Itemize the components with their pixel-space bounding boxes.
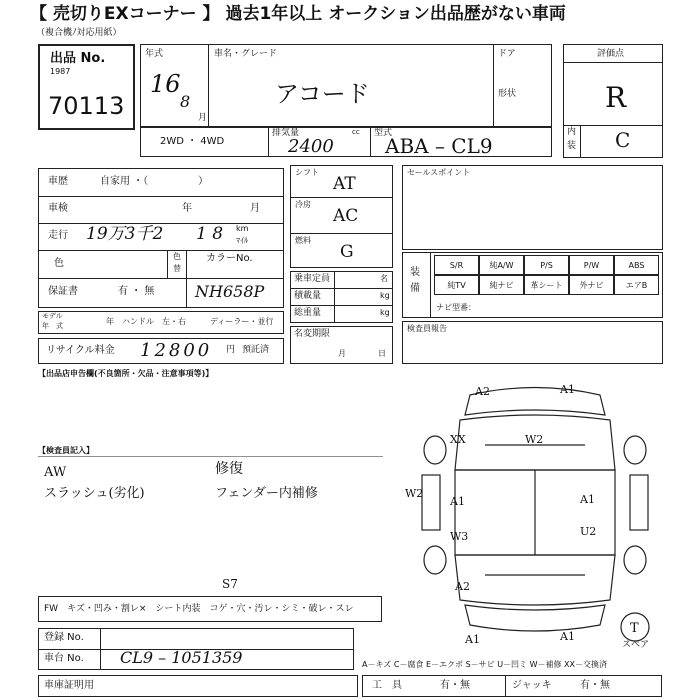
mileage-unit-km: km (236, 224, 249, 233)
equip-cell: ABS (614, 255, 659, 275)
dealer-value: ディーラー・並行 (210, 317, 274, 326)
cc-label: 排気量 (272, 128, 300, 138)
mileage-label: 走行 (48, 230, 68, 241)
recycle-amount: 12800 (140, 340, 213, 361)
change-day: 日 (378, 349, 386, 358)
interior-value: C (615, 128, 631, 152)
color-label-2a: 色 (173, 252, 181, 261)
lot-small: 1987 (50, 67, 71, 76)
color-no-label: カラーNo. (206, 253, 253, 264)
equip-label-2: 備 (410, 283, 420, 294)
color-label-2b: 替 (173, 264, 181, 273)
equip-cell: 純TV (434, 275, 479, 295)
damage-mark: A1 (580, 493, 595, 506)
inspection-label: 車検 (48, 203, 68, 214)
type-value: ABA – CL9 (385, 134, 493, 158)
capacity-label: 乗車定員 (294, 274, 331, 284)
damage-mark: A1 (560, 630, 575, 643)
recycle-note: 預託済 (242, 345, 270, 355)
damage-mark: A1 (465, 633, 480, 646)
cc-value: 2400 (288, 136, 334, 157)
ac-value: AC (333, 206, 359, 226)
name-label: 車名・グレード (214, 49, 278, 59)
damage-mark: U2 (580, 525, 597, 538)
damage-mark: A2 (455, 580, 470, 593)
navi-label: ナビ型番： (436, 303, 476, 312)
spare-mark: T (630, 621, 639, 636)
change-label: 名変期限 (294, 329, 331, 339)
damage-mark: A1 (450, 495, 465, 508)
subnote: （複合機ﾉ対応用紙） (36, 28, 122, 38)
model-year: 年 (106, 317, 114, 326)
history-value: 自家用 ・（ ） (100, 176, 209, 187)
load-label: 積載量 (294, 291, 322, 301)
damage-mark: W2 (405, 487, 424, 500)
note-line-1: AW (44, 465, 67, 480)
equip-cell: 純A/W (479, 255, 524, 275)
lot-box (38, 44, 135, 130)
tools-label: 工 具 (372, 680, 402, 691)
equip-cell: 純ナビ (479, 275, 524, 295)
exhibitor-label: 【出品店申告欄(不良箇所・欠品・注意事項等)】 (38, 369, 214, 378)
equip-cell: P/W (569, 255, 614, 275)
jack-value: 有・無 (580, 680, 610, 691)
interior-label-1: 内 (567, 127, 577, 137)
shape-label: 形状 (498, 89, 517, 99)
inspection-year: 年 (182, 203, 192, 214)
note-line-2: スラッシュ(劣化) (44, 486, 145, 501)
type-label: 型式 (374, 128, 393, 138)
year-label: 年式 (145, 49, 164, 59)
car-diagram (400, 375, 670, 650)
lot-number: 70113 (48, 92, 125, 120)
cc-unit: cc (352, 128, 360, 136)
warranty-label: 保証書 (48, 286, 78, 297)
gross-label: 総重量 (294, 308, 322, 318)
equip-cell: エアB (614, 275, 659, 295)
load-unit: kg (380, 291, 390, 300)
model-label-a: モデル (42, 312, 63, 320)
damage-mark: XX (450, 433, 466, 446)
recycle-label: リサイクル料金 (46, 345, 115, 356)
chassis-value: CL9 – 1051359 (120, 648, 243, 667)
damage-mark: W3 (450, 530, 469, 543)
gross-unit: kg (380, 308, 390, 317)
capacity-unit: 名 (380, 274, 388, 283)
equip-cell: 革シート (524, 275, 569, 295)
fuel-value: G (340, 242, 354, 262)
lot-label: 出品 No. (50, 51, 106, 66)
legend: A－キズ C－腐食 E－エクボ S－サビ U－凹ミ W－補修 XX－交換済 (362, 660, 608, 669)
equip-label-1: 装 (410, 267, 420, 278)
drive-value: 2WD ・ 4WD (160, 136, 225, 147)
shift-value: AT (333, 174, 356, 194)
spare-label: スペア (622, 640, 650, 650)
score-value: R (605, 81, 627, 114)
banner: 【 売切りEXコーナー 】 過去1年以上 オークション出品歴がない車両 (30, 4, 566, 24)
warranty-value: 有 ・ 無 (118, 286, 155, 297)
damage-mark: A2 (475, 385, 490, 398)
defect-note: S7 (222, 577, 238, 591)
change-month: 月 (338, 349, 346, 358)
mileage-value: 19万3千2 (86, 224, 164, 244)
sales-label: セールスポイント (407, 168, 471, 177)
cert-label: 車庫証明用 (44, 680, 94, 691)
model-label-b: 年 式 (42, 322, 63, 330)
year-value: 16 (150, 70, 181, 98)
defect-bar-text: FW キズ・凹み・割レ× シート内装 コゲ・穴・汚レ・シミ・破レ・スレ (44, 604, 354, 614)
month-unit: 月 (198, 113, 208, 123)
damage-mark: A1 (560, 383, 575, 396)
inspector-report-label: 検査員報告 (407, 324, 447, 333)
score-label: 評価点 (597, 49, 625, 59)
color-label: 色 (54, 258, 64, 269)
equip-cell: S/R (434, 255, 479, 275)
note-line-4: フェンダー内補修 (215, 486, 318, 501)
equip-cell: 外ナビ (569, 275, 614, 295)
door-label: ドア (498, 49, 516, 59)
jack-label: ジャッキ (512, 680, 552, 691)
car-name: アコード (275, 80, 370, 108)
sales-block (402, 165, 663, 250)
note-line-3: 修復 (215, 461, 243, 477)
ac-label: 冷房 (295, 200, 311, 209)
chassis-label: 車台 No. (44, 653, 84, 664)
damage-mark: W2 (525, 433, 544, 446)
history-label: 車歴 (48, 176, 68, 187)
handle-value: ハンドル 左・右 (122, 317, 186, 326)
equip-cell: P/S (524, 255, 569, 275)
mileage-extra: 1 8 (196, 224, 224, 244)
mileage-unit-mile: ﾏｲﾙ (236, 236, 248, 245)
inspector-label: 【検査員記入】 (38, 446, 94, 455)
inspection-month: 月 (250, 203, 260, 214)
month-value: 8 (180, 92, 191, 111)
recycle-unit: 円 (226, 345, 236, 355)
interior-label-2: 装 (567, 141, 577, 151)
tools-value: 有・無 (440, 680, 470, 691)
reg-label: 登録 No. (44, 632, 84, 643)
color-no-value: NH658P (195, 282, 265, 301)
shift-label: シフト (295, 168, 319, 177)
fuel-label: 燃料 (295, 236, 311, 245)
